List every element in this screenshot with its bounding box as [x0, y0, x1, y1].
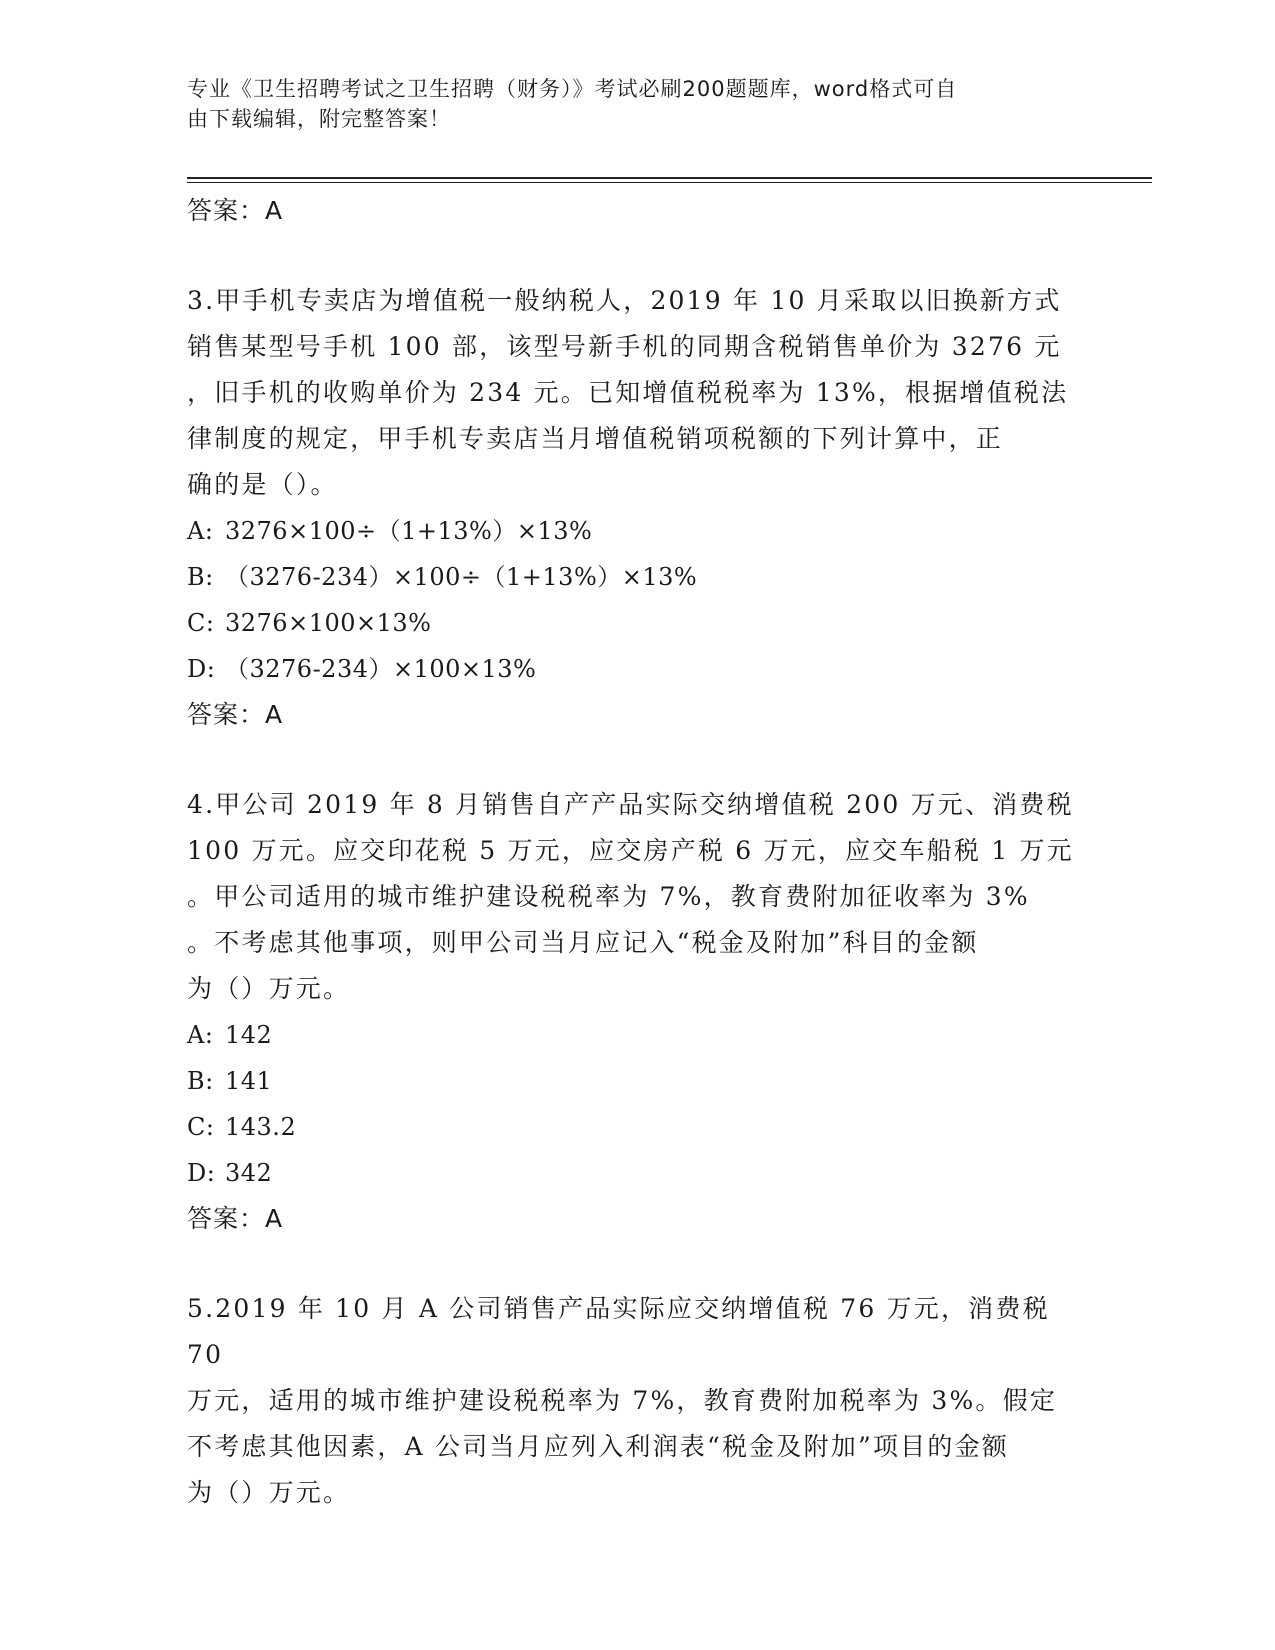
- question-3-option-a: [187, 508, 1077, 554]
- question-3-line: 确的是（）。: [187, 470, 338, 499]
- question-5: [187, 1286, 1077, 1516]
- question-3-line: 律制度的规定，甲手机专卖店当月增值税销项税额的下列计算中，正: [187, 424, 1004, 453]
- spacer: [187, 738, 1077, 782]
- option-text: 342: [225, 1159, 273, 1187]
- question-5-line: 为（）万元。: [187, 1478, 351, 1507]
- question-4-option-d: [187, 1150, 1077, 1196]
- question-5-stem: [187, 1286, 1077, 1516]
- spacer: [187, 1242, 1077, 1286]
- option-key: B:: [187, 1067, 214, 1095]
- question-5-line: 不考虑其他因素，A 公司当月应列入利润表“税金及附加”项目的金额: [187, 1432, 1009, 1461]
- option-text: （3276-234）×100×13%: [225, 655, 537, 683]
- option-key: B:: [187, 563, 214, 591]
- question-4-line: 为（）万元。: [187, 974, 351, 1003]
- document-header: [187, 74, 1067, 134]
- question-4-stem: [187, 782, 1077, 1012]
- option-key: C:: [187, 1113, 215, 1141]
- question-4-option-c: [187, 1104, 1077, 1150]
- question-3-option-c: [187, 600, 1077, 646]
- header-divider-thick: [187, 177, 1152, 179]
- question-3-answer: 答案：A: [187, 700, 284, 729]
- option-key: D:: [187, 655, 216, 683]
- option-key: C:: [187, 609, 215, 637]
- question-4-option-b: [187, 1058, 1077, 1104]
- question-5-line: 万元，适用的城市维护建设税税率为 7%，教育费附加税率为 3%。假定: [187, 1386, 1058, 1415]
- spacer: [187, 234, 1077, 278]
- option-key: A:: [187, 517, 214, 545]
- option-text: 142: [225, 1021, 273, 1049]
- option-text: 141: [225, 1067, 273, 1095]
- header-divider-thin: [187, 182, 1152, 183]
- option-text: 3276×100×13%: [225, 609, 432, 637]
- question-4-line: 100 万元。应交印花税 5 万元，应交房产税 6 万元，应交车船税 1 万元: [187, 836, 1074, 865]
- question-4-option-a: [187, 1012, 1077, 1058]
- question-4-line: 。甲公司适用的城市维护建设税税率为 7%，教育费附加征收率为 3%: [187, 882, 1030, 911]
- header-line-2: 由下载编辑，附完整答案！: [187, 107, 451, 131]
- question-3: [187, 278, 1077, 738]
- question-3-line: ，旧手机的收购单价为 234 元。已知增值税税率为 13%，根据增值税法: [187, 378, 1069, 407]
- question-3-stem: [187, 278, 1077, 508]
- option-key: D:: [187, 1159, 216, 1187]
- question-3-line: 3.甲手机专卖店为增值税一般纳税人，2019 年 10 月采取以旧换新方式: [187, 286, 1062, 315]
- question-4-answer: 答案：A: [187, 1204, 284, 1233]
- question-3-option-b: [187, 554, 1077, 600]
- answer-previous: 答案：A: [187, 196, 284, 225]
- option-text: 143.2: [225, 1113, 297, 1141]
- header-line-1: 专业《卫生招聘考试之卫生招聘（财务）》考试必刷200题题库，word格式可自: [187, 77, 958, 101]
- question-5-line: 5.2019 年 10 月 A 公司销售产品实际应交纳增值税 76 万元，消费税 70: [187, 1294, 1050, 1369]
- question-list: [187, 188, 1077, 1516]
- question-4-line: 4.甲公司 2019 年 8 月销售自产产品实际交纳增值税 200 万元、消费税: [187, 790, 1074, 819]
- question-3-line: 销售某型号手机 100 部，该型号新手机的同期含税销售单价为 3276 元: [187, 332, 1062, 361]
- option-text: （3276-234）×100÷（1+13%）×13%: [225, 563, 698, 591]
- question-4-line: 。不考虑其他事项，则甲公司当月应记入“税金及附加”科目的金额: [187, 928, 979, 957]
- option-key: A:: [187, 1021, 214, 1049]
- question-4: [187, 782, 1077, 1242]
- option-text: 3276×100÷（1+13%）×13%: [225, 517, 593, 545]
- question-3-option-d: [187, 646, 1077, 692]
